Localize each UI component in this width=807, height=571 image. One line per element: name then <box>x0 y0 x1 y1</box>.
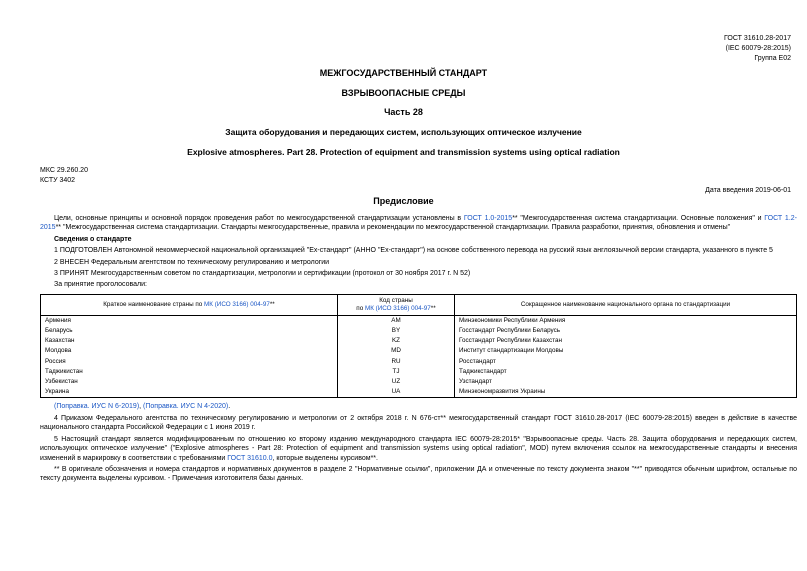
para1-text-a: Цели, основные принципы и основной порядок проведения работ по межгосударственной стандартизации установлены в <box>54 215 464 222</box>
amendment-link-2020[interactable]: (Поправка. ИУС N 4-2020) <box>143 403 229 411</box>
preface-paragraph <box>40 214 797 233</box>
title-russian: Защита оборудования и передающих систем, использующих оптическое излучение <box>225 127 582 137</box>
body-cell: Таджикстандарт <box>455 367 797 377</box>
header-code-text: Код страны <box>379 296 413 304</box>
mks-code: МКС 29.260.20 <box>40 167 88 174</box>
amendment-end: . <box>228 403 231 411</box>
country-cell: Казахстан <box>41 336 338 346</box>
classification-codes <box>40 166 88 186</box>
table-row <box>41 336 797 346</box>
voted-label: За принятие проголосовали: <box>54 281 147 289</box>
mk-iso-link-1[interactable]: МК (ИСО 3166) 004-97 <box>204 300 270 308</box>
code-cell: UZ <box>338 377 455 387</box>
item5-text-a: 5 Настоящий стандарт является модифицированным по отношению ко второму изданию международного стандарта IEC 60079-28:2015* "Взрывоопасные среды. Часть 28. Защита оборудования и передающих систем, использующих оптическое излучение" ("Explosive atmospheres - Part 28: Protection of equipment and transmission systems using optical radiation", MOD) путем включения ссылок на межгосударственные стандарты и внесения изменений в маркировку в соответствии с требованиями <box>40 435 797 462</box>
country-cell: Таджикистан <box>41 367 338 377</box>
table-row <box>41 377 797 387</box>
country-cell: Россия <box>41 357 338 367</box>
doc-number: ГОСТ 31610.28-2017 <box>724 35 791 42</box>
document-header-meta <box>724 34 791 64</box>
mk-iso-link-2[interactable]: МК (ИСО 3166) 004-97 <box>364 304 431 312</box>
code-cell: AM <box>338 315 455 326</box>
gost-1-2-link[interactable]: ГОСТ 1.2-2015 <box>40 215 797 232</box>
group-code: Группа Е02 <box>754 55 791 62</box>
gost-31610-0-link[interactable]: ГОСТ 31610.0 <box>227 454 273 462</box>
para1-text-b: ** "Межгосударственная система стандартизации. Основные положения" и <box>512 215 765 222</box>
body-cell: Узстандарт <box>455 377 797 387</box>
table-row <box>41 367 797 377</box>
country-cell: Узбекистан <box>41 377 338 387</box>
amendment-separator: , <box>139 403 144 411</box>
table-row <box>41 315 797 326</box>
code-cell: BY <box>338 326 455 336</box>
item5-text-b: , которые выделены курсивом**. <box>272 454 378 462</box>
item-3-adopted: 3 ПРИНЯТ Межгосударственным советом по стандартизации, метрологии и сертификации (протокол от 30 ноября 2017 г. N 52) <box>54 270 471 278</box>
gost-1-0-link[interactable]: ГОСТ 1.0-2015 <box>463 215 513 222</box>
database-footnote: ** В оригинале обозначения и номера стандартов и нормативных документов в разделе 2 "Нормативные ссылки", приложении ДА и отмеченные по тексту документа знаком "**" приводятся обычным шрифтом, остальные по тексту документа выделены курсивом. - Примечания изготовителя базы данных. <box>40 465 797 483</box>
item-4-order: 4 Приказом Федерального агентства по техническому регулированию и метрологии от 2 октября 2018 г. N 676-ст** межгосударственный стандарт ГОСТ 31610.28-2017 (IEC 60079-28:2015) введен в действие в качестве национального стандарта Российской Федерации с 1 июня 2019 г. <box>40 414 797 432</box>
item-1-prepared: 1 ПОДГОТОВЛЕН Автономной некоммерческой национальной организацией "Ех-стандарт" (АННО "Ех-стандарт") на основе собственного перевода на русский язык англоязычной версии стандарта, указанного в пункте 5 <box>54 247 773 255</box>
code-cell: MD <box>338 346 455 356</box>
para1-text-c: ** "Межгосударственная система стандартизации. Стандарты межгосударственные, правила и рекомендации по межгосударственной стандартизации. Правила разработки, принятия, обновления и отмены" <box>55 224 731 232</box>
introduction-date: Дата введения 2019-06-01 <box>705 187 791 194</box>
kstu-code: КСТУ 3402 <box>40 177 76 184</box>
body-cell: Госстандарт Республики Казахстан <box>455 336 797 346</box>
code-cell: UA <box>338 387 455 398</box>
table-header-row <box>41 294 797 315</box>
header-country-code <box>338 294 455 315</box>
document-body <box>40 214 797 486</box>
table-row <box>41 346 797 356</box>
header-code-star: ** <box>430 304 436 312</box>
code-cell: TJ <box>338 367 455 377</box>
header-country-name <box>41 294 338 315</box>
table-row <box>41 387 797 398</box>
body-cell: Госстандарт Республики Беларусь <box>455 326 797 336</box>
item-2-submitted: 2 ВНЕСЕН Федеральным агентством по техническому регулированию и метрологии <box>54 258 330 266</box>
iec-reference: (IEC 60079-28:2015) <box>725 45 791 52</box>
table-row <box>41 357 797 367</box>
country-cell: Беларусь <box>41 326 338 336</box>
title-english: Explosive atmospheres. Part 28. Protection of equipment and transmission systems using optical radiation <box>187 147 620 157</box>
country-cell: Украина <box>41 387 338 398</box>
standard-info-heading: Сведения о стандарте <box>54 235 132 243</box>
header-code-prefix: по <box>356 304 365 312</box>
preface-heading: Предисловие <box>373 196 434 206</box>
code-cell: RU <box>338 357 455 367</box>
country-cell: Молдова <box>41 346 338 356</box>
header-country-text: Краткое наименование страны по <box>103 300 205 308</box>
subject-title: ВЗРЫВООПАСНЫЕ СРЕДЫ <box>341 88 466 98</box>
body-cell: Институт стандартизации Молдовы <box>455 346 797 356</box>
header-country-star: ** <box>269 300 275 308</box>
standard-type-title: МЕЖГОСУДАРСТВЕННЫЙ СТАНДАРТ <box>319 68 488 78</box>
code-cell: KZ <box>338 336 455 346</box>
item-5-modification <box>40 435 797 463</box>
amendment-link-2019[interactable]: (Поправка. ИУС N 6-2019) <box>54 403 140 411</box>
country-cell: Армения <box>41 315 338 326</box>
header-standards-body: Сокращенное наименование национального органа по стандартизации <box>455 294 797 315</box>
body-cell: Минэкономразвития Украины <box>455 387 797 398</box>
body-cell: Минэкономики Республики Армения <box>455 315 797 326</box>
part-title: Часть 28 <box>384 107 423 117</box>
amendments-line <box>40 402 797 411</box>
body-cell: Росстандарт <box>455 357 797 367</box>
voting-countries-table <box>40 294 797 399</box>
table-row <box>41 326 797 336</box>
